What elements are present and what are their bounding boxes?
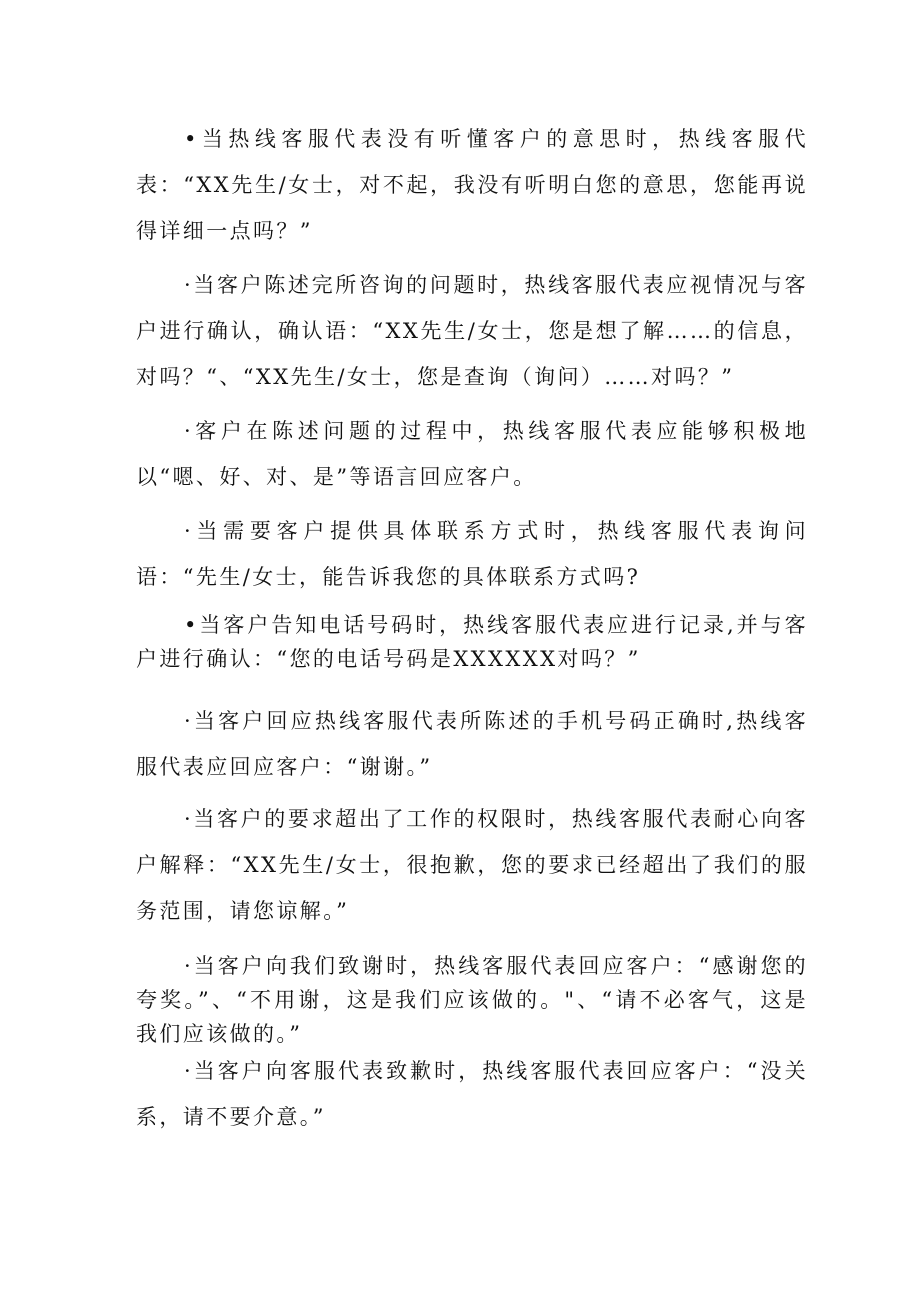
paragraph-thanks-response: ·当客户向我们致谢时，热线客服代表回应客户：“感谢您的夸奖。”、“不用谢，这是我们应该做的。"、“请不必客气，这是我们应该做的。” <box>136 954 808 1046</box>
paragraph-not-understood: •当热线客服代表没有听懂客户的意思时，热线客服代表：“XX先生/女士，对不起，我没有听明白您的意思，您能再说得详细一点吗？” <box>136 127 808 243</box>
paragraph-phone-confirm: •当客户告知电话号码时，热线客服代表应进行记录,并与客户进行确认：“您的电话号码是XXXXXX对吗？” <box>136 613 808 671</box>
paragraph-contact-request: ·当需要客户提供具体联系方式时，热线客服代表询问语：“先生/女士，能告诉我您的具体联系方式吗? <box>136 519 808 589</box>
paragraph-active-response: ·客户在陈述问题的过程中，热线客服代表应能够积极地以“嗯、好、对、是”等语言回应客户。 <box>136 419 808 489</box>
paragraph-number-correct: ·当客户回应热线客服代表所陈述的手机号码正确时,热线客服代表应回应客户：“谢谢。” <box>136 709 808 779</box>
paragraph-apology-response: ·当客户向客服代表致歉时，热线客服代表回应客户：“没关系，请不要介意。” <box>136 1059 808 1129</box>
paragraph-confirmation: ·当客户陈述完所咨询的问题时，热线客服代表应视情况与客户进行确认，确认语：“XX先生/女士，您是想了解……的信息，对吗？“、“XX先生/女士，您是查询（询问）……对吗？” <box>136 273 808 389</box>
paragraph-beyond-authority: ·当客户的要求超出了工作的权限时，热线客服代表耐心向客户解释：“XX先生/女士，很抱歉，您的要求已经超出了我们的服务范围，请您谅解。” <box>136 807 808 923</box>
